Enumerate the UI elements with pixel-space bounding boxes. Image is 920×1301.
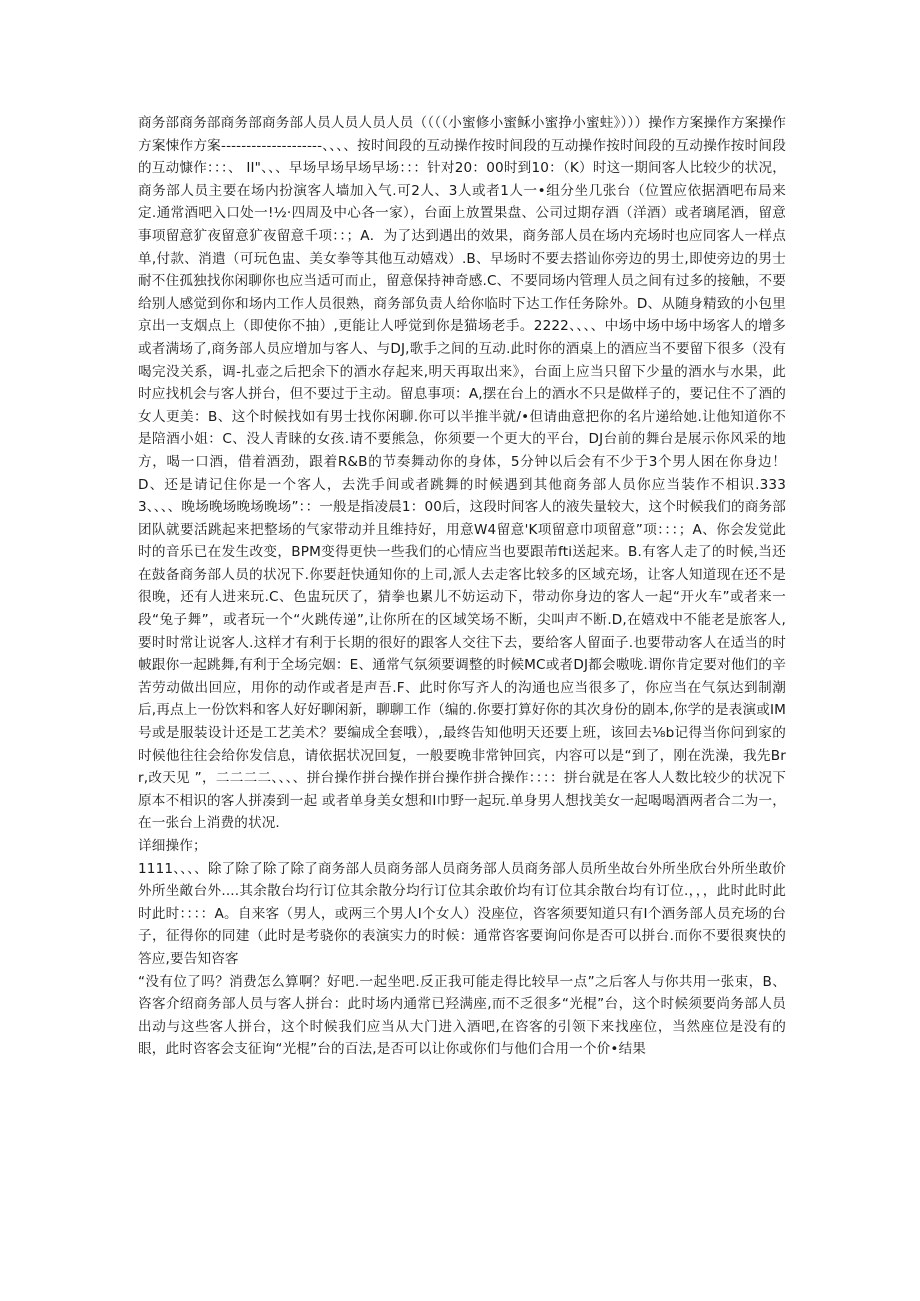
document-page	[138, 112, 786, 1061]
paragraph-main-body: 商务部商务部商务部商务部人员人员人员人员（（（（小蜜修小蜜稣小蜜挣小蜜蛀》）））操作方案操作方案操作方案悚作方案--------------------、、、、按时间段的互动操作按时间段的互动操作按时间段的互动操作按时间段的互动慷作：：：、 II"、、、早场早场早场早场：：：针对20：00时到10：（K）时这一期间客人比较少的状况，商务部人员主要在场内扮演客人墙加入气.可2人、3人或者1人一•组分坐几张台（位置应依据酒吧布局来定.通常酒吧入口处一!½·四周及中心各一家），台面上放置果盘、公司过期存酒（洋酒）或者璃尾酒，留意事项留意犷夜留意犷夜留意千项：：；A．为了达到遇出的效果，商务部人员在场内充场时也应同客人一样点单,付款、消遣（可玩色盅、美女拳等其他互动嬉戏）.B、早场时不要去搭讪你旁边的男士,即使旁边的男士耐不住孤独找你闲聊你也应当适可而止，留意保持神奇感.C、不要同场内管理人员之间有过多的接触，不要给别人感觉到你和场内工作人员很熟，商务部负责人给你临时下达工作任务除外。D、从随身精致的小包里京出一支烟点上（即使你不抽）,更能让人呼觉到你是猫场老手。2222、、、、中场中场中场中场客人的增多或者满场了,商务部人员应增加与客人、与DJ,歌手之间的互动.此时你的酒桌上的酒应当不要留下很多（没有喝完没关系，调-扎壶之后把余下的酒水存起来,明天再取出来》，台面上应当只留下少量的酒水与水果，此时应找机会与客人拼台，但不要过于主动。留息事项：A,摆在台上的酒水不只是做样子的，要记住不了酒的女人更美：B、这个时候找如有男士找你闲聊.你可以半推半就/•但请曲意把你的名片递给她.让他知道你不是陪酒小姐：C、没人青睐的女孩.请不要熊急，你须要一个更大的平台，DJ台前的舞台是展示你风采的地方，喝一口酒，借着酒劲，跟着R&B的节奏舞动你的身体，5分钟以后会有不少于3个男人困在你身边！D、还是请记住你是一个客人，去洗手间或者跳舞的时候遇到其他商务部人员你应当装作不相识.3333、、、、晚场晚场晚场晚场”：：一般是指凌晨1：00后，这段时间客人的液失量较大，这个时候我们的商务部团队就要活跳起来把整场的气家带动并且维持好，用意W4留意'K项留意巾项留意”项：：：；A、你会发觉此时的音乐已在发生改变，BPM变得更快一些我们的心情应当也要跟芾fti送起来。B.有客人走了的时候,当还在鼓备商务部人员的状况下.你要赶快通知你的上司,派人去走客比较多的区域充场，让客人知道现在还不是很晚，还有人进来玩.C、色盅玩厌了，猜拳也累儿不妨运动下，带动你身边的客人一起“开火车”或者来一段“兔子舞”，或者玩一个“火跳传递”,让你所在的区域笑场不断，尖叫声不断.D,在嬉戏中不能老是旅客人,要时时常让说客人.这样才有利于长期的很好的跟客人交往下去，要给客人留面子.也要带动客人在适当的时帔跟你一起跳舞,有利于全场完姻：E、通常气氛须要调整的时候MC或者DJ都会嗷咙.谓你肯定要对他们的辛苦劳动做出回应，用你的动作或者是声吾.F、此时你写齐人的沟通也应当很多了，你应当在气氛达到制潮后,再点上一份饮料和客人好好聊闲新，聊聊工作（编的.你要打算好你的其次身份的剧本,你学的是表演或IM号或是服装设计还是工艺美术？要编成全套哦），,最终告知他明天还要上班，该回去⅛b记得当你问到家的时候他往往会给你发信息，请依据状况回复，一般要晚非常钟回宾，内容可以是“到了，刚在洗澡，我先Brr,改天见 ”，二二二二、、、、拼台操作拼台操作拼台操作拼合操作：：：：拼台就是在客人人数比较少的状况下原本不相识的客人拼凑到一起 或者单身美女想和I巾野一起玩.单身男人想找美女一起喝喝酒两者合二为一，在一张台上消费的状况.	[138, 115, 786, 832]
paragraph-detail-quote: “没有位了吗？消费怎么算啊？好吧.一起坐吧.反正我可能走得比较早一点”之后客人与你共用一张束，B、咨客介绍商务部人员与客人拼台：此时场内通常已羟满座,而不乏很多“光棍”台，这个时候须要尚务部人员出动与这些客人拼台，这个时候我们应当从大门进入酒吧,在咨客的引领下来找座位，当然座位是没有的眼，此时咨客会支征询“光棍”台的百法,是否可以让你或你们与他们合用一个价•结果	[138, 973, 786, 1058]
paragraph-detail-heading: 详细操作；	[138, 838, 207, 854]
paragraph-detail-step-one: 1111、、、、除了除了除了除了商务部人员商务部人员商务部人员商务部人员所坐故台外所坐欣台外所坐敢价外所坐敵台外....其余散台均行订位其余散分均行订位其余敢价均有订位其余散台均有订位.，，，此时此时此时此时：：：：A。自来客（男人，或两三个男人I个女人）没座位，咨客须要知道只有I个酒务部人员充场的台子，征得你的同建（此时是考骁你的表演实力的时候：通常咨客要询问你是否可以拼台.而你不要很爽快的答应,要告知咨客	[138, 860, 786, 967]
